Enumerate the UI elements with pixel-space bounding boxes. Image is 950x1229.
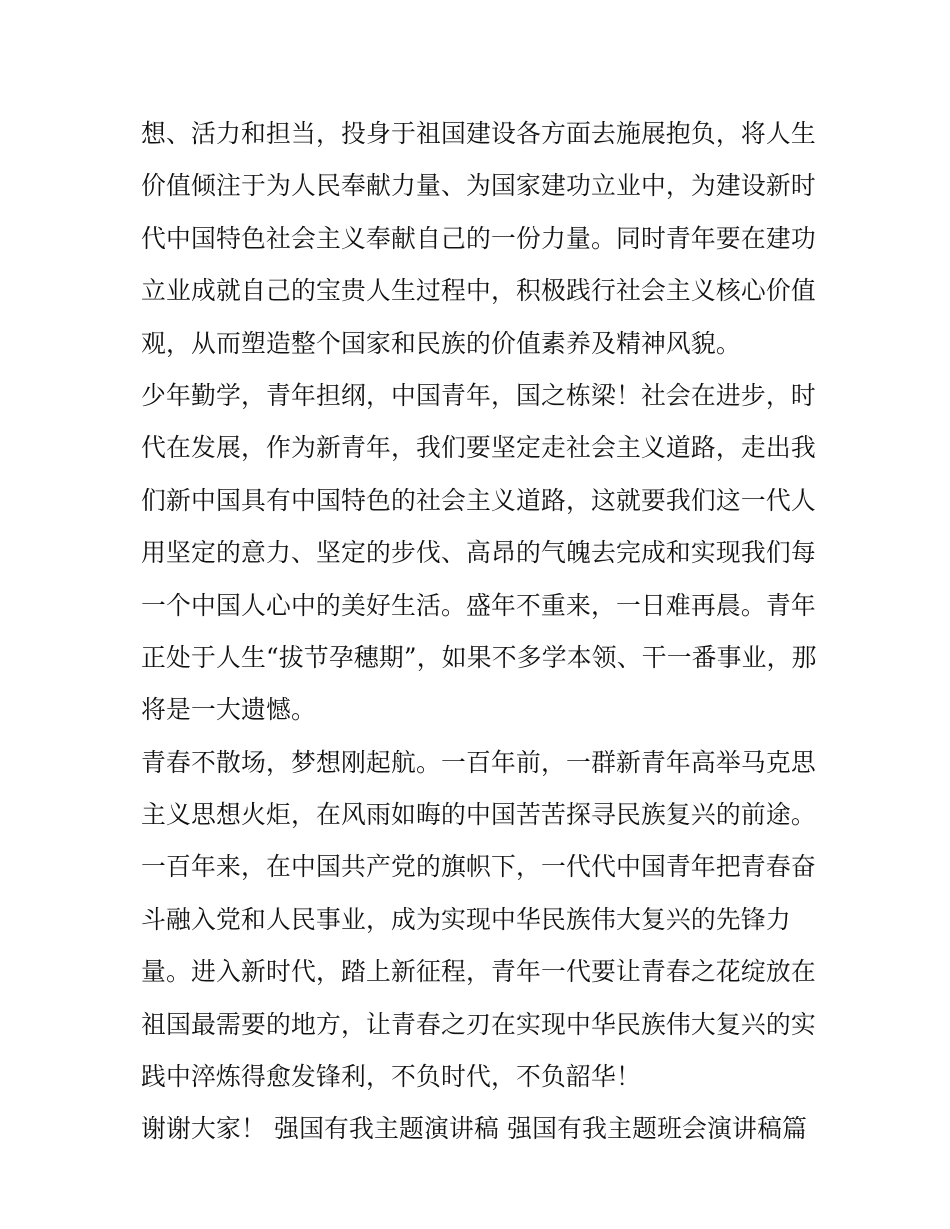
text-line: 将是一大遗憾。 bbox=[141, 695, 316, 725]
text-line: 代中国特色社会主义奉献自己的一份力量。同时青年要在建功 bbox=[141, 223, 816, 253]
text-line: 一个中国人心中的美好生活。盛年不重来，一日难再晨。青年 bbox=[141, 590, 816, 620]
text-line: 主义思想火炬，在风雨如晦的中国苦苦探寻民族复兴的前途。 bbox=[141, 800, 816, 830]
text-line: 正处于人生“拔节孕穗期”，如果不多学本领、干一番事业，那 bbox=[141, 642, 817, 672]
text-line: 立业成就自己的宝贵人生过程中，积极践行社会主义核心价值 bbox=[141, 276, 816, 306]
text-line: 少年勤学，青年担纲，中国青年，国之栋梁！社会在进步，时 bbox=[141, 380, 816, 410]
text-line: 践中淬炼得愈发锋利，不负时代，不负韶华！ bbox=[141, 1062, 641, 1092]
text-line: 一百年来，在中国共产党的旗帜下，一代代中国青年把青春奋 bbox=[141, 852, 816, 882]
text-line: 们新中国具有中国特色的社会主义道路，这就要我们这一代人 bbox=[141, 485, 816, 515]
text-line: 量。进入新时代，踏上新征程，青年一代要让青春之花绽放在 bbox=[141, 957, 816, 987]
text-line: 代在发展，作为新青年，我们要坚定走社会主义道路，走出我 bbox=[141, 433, 816, 463]
document-body bbox=[141, 108, 816, 1156]
text-line: 祖国最需要的地方，让青春之刃在实现中华民族伟大复兴的实 bbox=[141, 1009, 816, 1039]
text-line: 观，从而塑造整个国家和民族的价值素养及精神风貌。 bbox=[141, 328, 741, 358]
text-line: 想、活力和担当，投身于祖国建设各方面去施展抱负，将人生 bbox=[141, 119, 816, 148]
text-line: 斗融入党和人民事业，成为实现中华民族伟大复兴的先锋力 bbox=[141, 904, 791, 934]
text-line: 用坚定的意力、坚定的步伐、高昂的气魄去完成和实现我们每 bbox=[141, 538, 816, 568]
text-line: 青春不散场，梦想刚起航。一百年前，一群新青年高举马克思 bbox=[141, 747, 816, 777]
text-line: 价值倾注于为人民奉献力量、为国家建功立业中，为建设新时 bbox=[141, 171, 816, 201]
text-line: 谢谢大家！ 强国有我主题演讲稿 强国有我主题班会演讲稿篇 bbox=[141, 1114, 808, 1144]
